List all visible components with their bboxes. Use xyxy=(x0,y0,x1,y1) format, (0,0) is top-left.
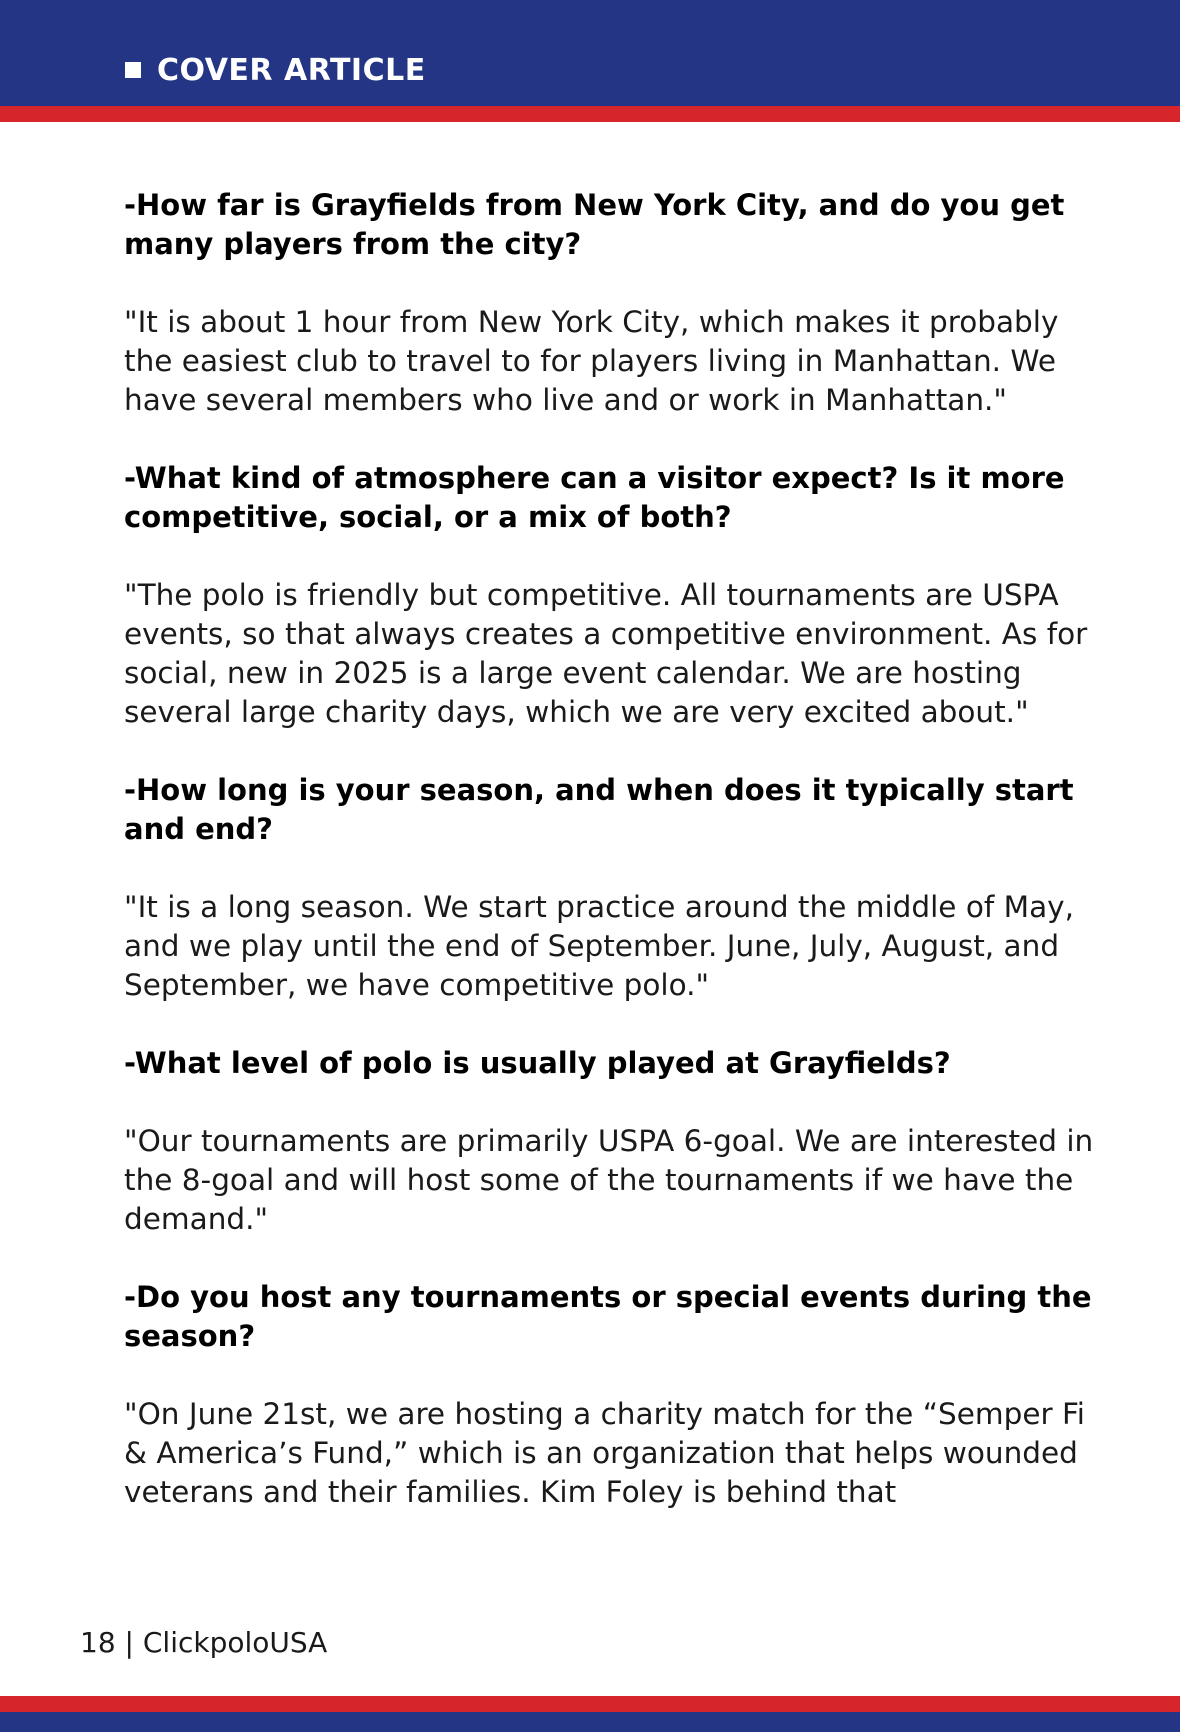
interview-question: -How long is your season, and when does it typically start and end? xyxy=(124,773,1074,846)
section-label xyxy=(125,50,426,90)
interview-question: -What level of polo is usually played at Grayfields? xyxy=(124,1046,951,1080)
square-bullet-icon xyxy=(125,62,141,78)
page-footer-label: 18 | ClickpoloUSA xyxy=(80,1626,328,1659)
interview-answer: "The polo is friendly but competitive. All tournaments are USPA events, so that always creates a competitive environment. As for social, new in 2025 is a large event calendar. We are hosting several large charity days, which we are very excited about." xyxy=(124,578,1088,729)
interview-question: -Do you host any tournaments or special events during the season? xyxy=(124,1280,1092,1353)
header-red-stripe xyxy=(0,106,1180,122)
footer-band xyxy=(0,1712,1180,1732)
qa-item xyxy=(124,1044,1094,1239)
footer-red-stripe xyxy=(0,1696,1180,1712)
interview-question: -What kind of atmosphere can a visitor expect? Is it more competitive, social, or a mix of both? xyxy=(124,461,1065,534)
interview-answer: "It is about 1 hour from New York City, which makes it probably the easiest club to travel to for players living in Manhattan. We have several members who live and or work in Manhattan." xyxy=(124,305,1059,417)
interview-answer: "It is a long season. We start practice around the middle of May, and we play until the end of September. June, July, August, and September, we have competitive polo." xyxy=(124,890,1075,1002)
interview-answer: "On June 21st, we are hosting a charity match for the “Semper Fi & America’s Fund,” which is an organization that helps wounded veterans and their families. Kim Foley is behind that xyxy=(124,1397,1085,1509)
section-label-text: COVER ARTICLE xyxy=(157,52,426,88)
interview-article xyxy=(124,186,1094,1551)
interview-answer: "Our tournaments are primarily USPA 6-goal. We are interested in the 8-goal and will host some of the tournaments if we have the demand." xyxy=(124,1124,1094,1236)
qa-item xyxy=(124,459,1094,732)
interview-question: -How far is Grayfields from New York City, and do you get many players from the city? xyxy=(124,188,1065,261)
qa-item xyxy=(124,771,1094,1005)
qa-item xyxy=(124,1278,1094,1512)
qa-item xyxy=(124,186,1094,420)
